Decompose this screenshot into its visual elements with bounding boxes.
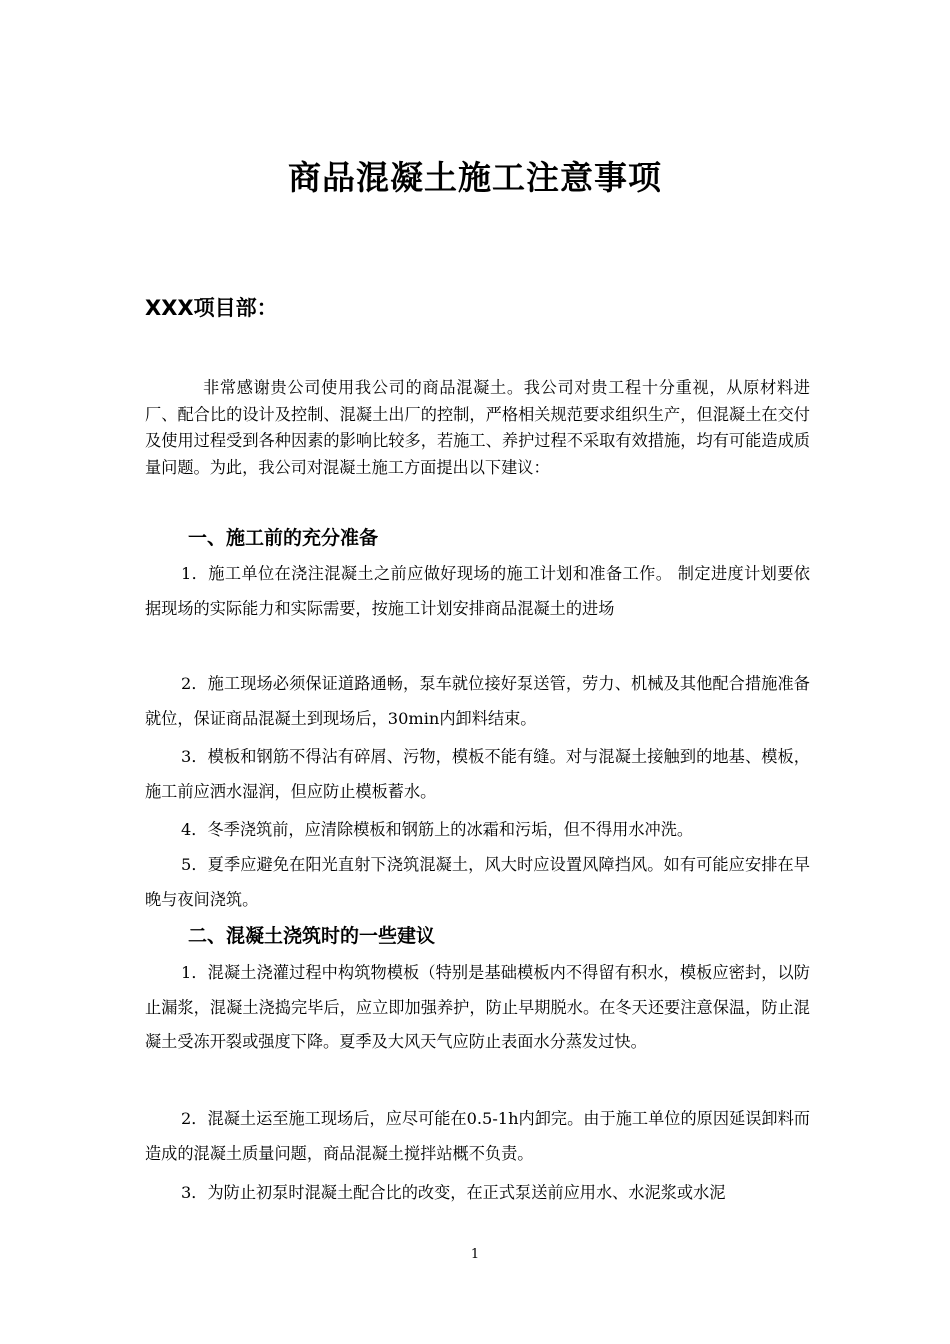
- paragraph: 1．施工单位在浇注混凝土之前应做好现场的施工计划和准备工作。 制定进度计划要依据现场的实际能力和实际需要，按施工计划安排商品混凝土的进场: [145, 564, 810, 618]
- paragraph: 1．混凝土浇灌过程中构筑物模板（特别是基础模板内不得留有积水，模板应密封，以防止漏浆，混凝土浇捣完毕后，应立即加强养护，防止早期脱水。在冬天还要注意保温，防止混凝土受冻开裂或强度下降。夏季及大风天气应防止表面水分蒸发过快。: [145, 963, 810, 1051]
- paragraph: 3．模板和钢筋不得沾有碎屑、污物，模板不能有缝。对与混凝土接触到的地基、模板，施工前应洒水湿润，但应防止模板蓄水。: [145, 747, 810, 801]
- recipient-heading: XXX项目部：: [145, 296, 278, 320]
- intro-paragraph: 非常感谢贵公司使用我公司的商品混凝土。我公司对贵工程十分重视，从原材料进厂、配合比的设计及控制、混凝土出厂的控制，严格相关规范要求组织生产，但混凝土在交付及使用过程受到各种因素的影响比较多，若施工、养护过程不采取有效措施，均有可能造成质量问题。为此，我公司对混凝土施工方面提出以下建议：: [145, 378, 810, 477]
- paragraph: 2．施工现场必须保证道路通畅，泵车就位接好泵送管，劳力、机械及其他配合措施准备就位，保证商品混凝土到现场后，30min内卸料结束。: [145, 674, 810, 728]
- section-heading: 二、混凝土浇筑时的一些建议: [188, 925, 436, 947]
- page-number: 1: [470, 1247, 480, 1262]
- document-title: 商品混凝土施工注意事项: [288, 158, 662, 197]
- paragraph: 4．冬季浇筑前，应清除模板和钢筋上的冰霜和污垢，但不得用水冲洗。: [181, 820, 694, 839]
- paragraph: 2．混凝土运至施工现场后，应尽可能在0.5-1h内卸完。由于施工单位的原因延误卸料而造成的混凝土质量问题，商品混凝土搅拌站概不负责。: [145, 1109, 810, 1163]
- paragraph: 5．夏季应避免在阳光直射下浇筑混凝土，风大时应设置风障挡风。如有可能应安排在早晚与夜间浇筑。: [145, 855, 810, 909]
- paragraph: 3．为防止初泵时混凝土配合比的改变，在正式泵送前应用水、水泥浆或水泥: [181, 1183, 726, 1202]
- section-heading: 一、施工前的充分准备: [188, 527, 379, 549]
